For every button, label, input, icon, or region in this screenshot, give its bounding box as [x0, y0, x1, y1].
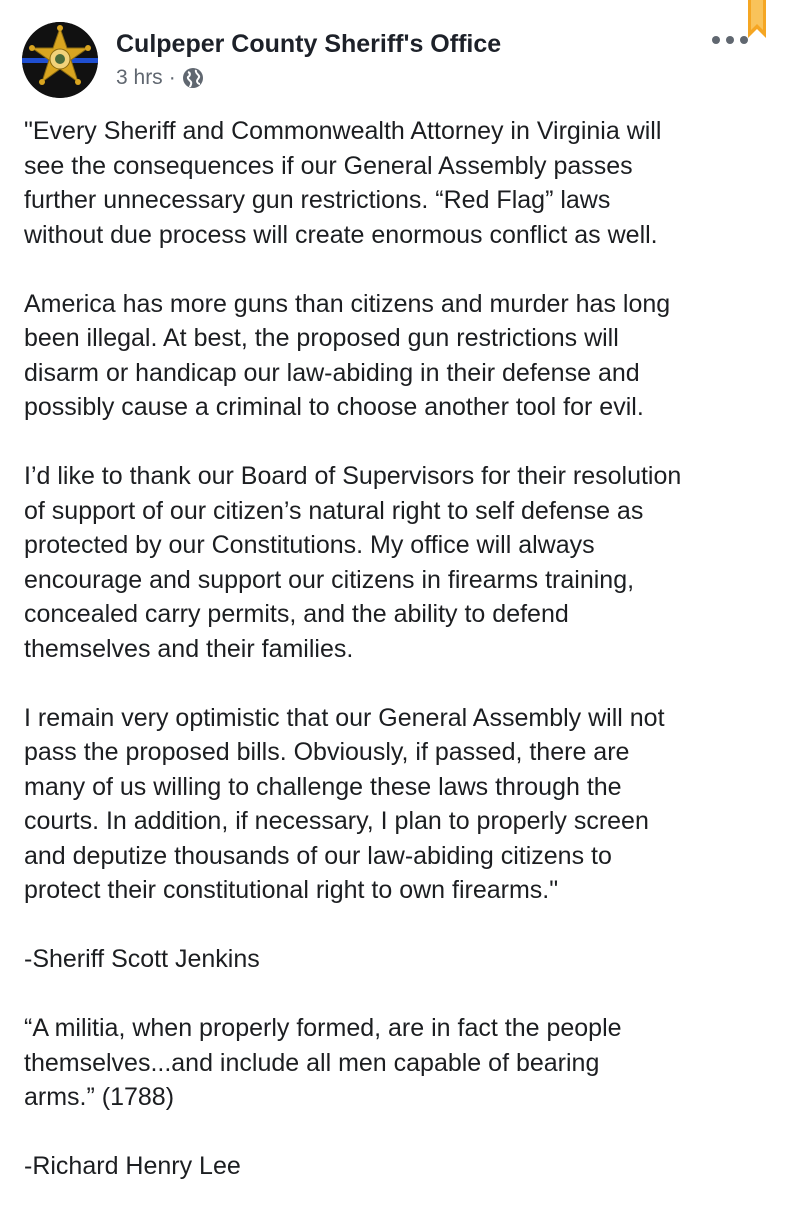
post-quote: “A militia, when properly formed, are in fact the people themselves...and include all men capable of bearing arms.” (1788)	[24, 1014, 622, 1111]
more-dot	[726, 36, 734, 44]
more-dot	[712, 36, 720, 44]
sheriff-star-badge-icon[interactable]	[22, 22, 98, 98]
post-paragraph: I remain very optimistic that our General Assembly will not pass the proposed bills. Obviously, if passed, there are many of us willing to challenge these laws through the courts. In addition, if necessary, I plan to properly screen and deputize thousands of our law-abiding citizens to protect their constitutional right to own firearms."	[24, 703, 665, 904]
more-dot	[740, 36, 748, 44]
post-paragraph: "Every Sheriff and Commonwealth Attorney in Virginia will see the consequences if our General Assembly passes further unnecessary gun restrictions. “Red Flag” laws without due process will create enormous conflict as well.	[24, 117, 662, 249]
page-name-link[interactable]: Culpeper County Sheriff's Office	[116, 30, 502, 58]
post-timestamp[interactable]: 3 hrs	[116, 66, 163, 89]
post-paragraph: America has more guns than citizens and murder has long been illegal. At best, the proposed gun restrictions will disarm or handicap our law-abiding in their defense and possibly cause a criminal to choose another tool for evil.	[24, 289, 671, 421]
post-quote-attribution: -Richard Henry Lee	[24, 1152, 241, 1180]
globe-icon[interactable]	[182, 67, 204, 89]
meta-separator: ·	[168, 66, 176, 89]
more-options-icon[interactable]	[712, 36, 748, 44]
post-paragraph: I’d like to thank our Board of Supervisors for their resolution of support of our citizen’s natural right to self defense as protected by our Constitutions. My office will always encourage and support our citizens in firearms training, concealed carry permits, and the ability to defend themselves and their families.	[24, 462, 682, 663]
post-body	[24, 114, 784, 1218]
post-signature: -Sheriff Scott Jenkins	[24, 945, 260, 973]
post-meta	[116, 66, 204, 90]
post-header	[22, 22, 782, 102]
